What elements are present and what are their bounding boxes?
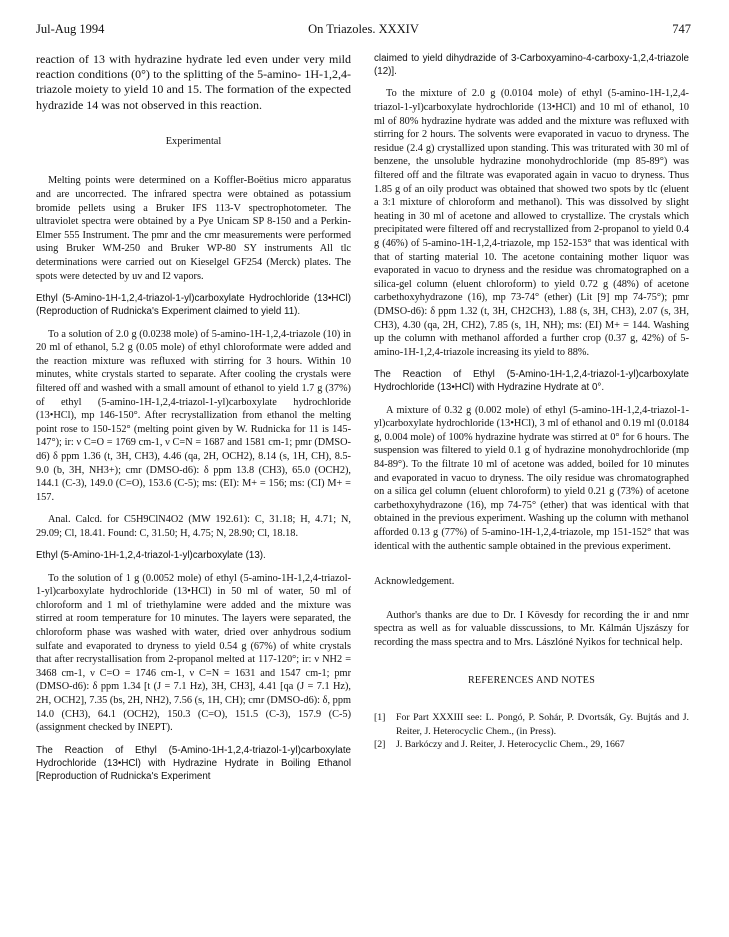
subheading-13-hcl: Ethyl (5-Amino-1H-1,2,4-triazol-1-yl)carboxylate Hydrochloride (13•HCl) (Reproduction of Rudnicka's Experiment claimed to yield 11). bbox=[36, 293, 351, 318]
intro-paragraph: reaction of 13 with hydrazine hydrate led even under very mild reaction conditions (0°) to the splitting of the 5-amino- 1H-1,2,4-triazole moiety to yield 10 and 15. The formation of the expected hydrazide 14 was not observed in this reaction. bbox=[36, 52, 351, 112]
procedure-13: To the solution of 1 g (0.0052 mole) of ethyl (5-amino-1H-1,2,4-triazol-1-yl)carboxylate hydrochloride (13•HCl) in 50 ml of water, 50 ml of chloroform and 1 ml of triethylamine were added and the mixture was stirred at room temperature for 10 minutes. The layers were separated, the chloroform phase was washed with water, dried over anhydrous sodium sulfate and evaporated to dryness to yield 0.54 g (67%) of white crystals that after recrystallisation from 2-propanol melted at 117-120°; ir: ν NH2 = 3468 cm-1, ν C=O = 1746 cm-1, ν C=N = 1631 and 1547 cm-1; pmr (DMSO-d6): δ ppm 1.34 [t (J = 7.1 Hz), 3H, CH3], 4.41 [qa (J = 7.1 Hz), 2H, OCH2], 7.35 (bs, 2H, NH2), 7.56 (s, 1H, CH); cmr (DMSO-d6): δ, ppm 14.0 (CH3), 64.1 (OCH2), 150.3 (C=O), 151.5 (C-3), 157.9 (C-5) (assignment checked by INEPT). bbox=[36, 572, 351, 734]
methods-paragraph: Melting points were determined on a Koffler-Boëtius micro apparatus and are uncorrected. The infrared spectra were obtained as potassium bromide pellets using a Bruker IFS 113-V spectrophotometer. The ultraviolet spectra were obtained by a Pye Unicam SP 8-150 and a Perkin-Elmer 555 Instrument. The pmr and the cmr measurements were performed using Bruker WM-250 and Bruker WP-80 SY instruments All tlc determinations were carried out on Kieselgel GF254 (Merck) plates. The spots were detected by uv and I2 vapors. bbox=[36, 175, 351, 282]
header-date: Jul-Aug 1994 bbox=[36, 22, 105, 36]
subheading-zero-degrees: The Reaction of Ethyl (5-Amino-1H-1,2,4-triazol-1-yl)carboxylate Hydrochloride (13•HCl) with Hydrazine Hydrate at 0°. bbox=[374, 369, 689, 394]
header-title: On Triazoles. XXXIV bbox=[308, 22, 419, 36]
subheading-13: Ethyl (5-Amino-1H-1,2,4-triazol-1-yl)carboxylate (13). bbox=[36, 550, 266, 562]
page-number: 747 bbox=[672, 22, 691, 36]
subheading-continued: claimed to yield dihydrazide of 3-Carboxyamino-4-carboxy-1,2,4-triazole (12)]. bbox=[374, 53, 689, 78]
reference-2-text: J. Barkóczy and J. Reiter, J. Heterocyclic Chem., 29, 1667 bbox=[396, 739, 625, 750]
experimental-heading: Experimental bbox=[165, 135, 222, 147]
subheading-boiling-ethanol: The Reaction of Ethyl (5-Amino-1H-1,2,4-triazol-1-yl)carboxylate Hydrochloride (13•HCl) with Hydrazine Hydrate in Boiling Ethanol [Reproduction of Rudnicka's Experiment bbox=[36, 744, 351, 783]
elemental-analysis: Anal. Calcd. for C5H9ClN4O2 (MW 192.61): C, 31.18; H, 4.71; N, 29.09; Cl, 18.41. Found: C, 31.50; H, 4.75; N, 28.90; Cl, 18.18. bbox=[36, 514, 351, 539]
left-column bbox=[36, 52, 351, 932]
acknowledgement-heading: Acknowledgement. bbox=[374, 576, 455, 588]
right-column bbox=[374, 52, 689, 932]
procedure-13-hcl: To a solution of 2.0 g (0.0238 mole) of 5-amino-1H-1,2,4-triazole (10) in 20 ml of ethanol, 5.2 g (0.05 mole) of ethyl chloroformate were added and the reaction mixture was refluxed with stirring for 3 hours. Within 10 minutes, white crystals started to separate. After cooling the crystals were filtered off and washed with a small amount of ethanol to yield 1.7 g (37%) of ethyl (5-amino-1H-1,2,4-triazol-1-yl)carboxylate hydrochloride (13•HCl), mp 146-150°. After recrystallization from ethanol the melting point rose to 150-152° (melting point given by W. Rudnicka for 11 is 145-147°); ir: ν C=O = 1769 cm-1, ν C=N = 1687 and 1581 cm-1; pmr (DMSO-d6) δ ppm 1.36 (t, 3H, CH3), 4.46 (qa, 2H, OCH2), 8.14 (s, 1H, CH), 8.5-9.0 (b, 3H, NH3+); cmr (DMSO-d6): δ ppm 13.8 (CH3), 65.0 (OCH2), 144.1 (C-3), 149.0 (C=O), 153.6 (C-5); ms: (EI): M+ = 156; ms: (CI) M+ = 157. bbox=[36, 328, 351, 503]
procedure-zero-degrees: A mixture of 0.32 g (0.002 mole) of ethyl (5-amino-1H-1,2,4-triazol-1-yl)carboxylate hydrochloride (13•HCl), 3 ml of ethanol and 0.19 ml (0.0184 g, 0.004 mole) of 100% hydrazine hydrate was stirred at 0° for 6 hours. The suspension was filtered to yield 0.1 g of hydrazine monohydrochloride (mp 84-89°). To the filtrate 10 ml of acetone was added, boiled for 10 minutes and evaporated in vacuo to dryness. The oily residue was chromatographed on a silica gel column (eluent chloroform) to yield 0.21 g (73%) of acetone carbethoxyhydrazone (16), mp 74-75° (ether) that was identical with that obtained in the previous experiment. Washing up the column with methanol afforded 0.13 g (77%) of 5-amino-1H-1,2,4-triazole, mp 151-152° that was identical with the authentic sample obtained in the previous experiment. bbox=[374, 404, 689, 552]
reference-1-text: For Part XXXIII see: L. Pongó, P. Sohár, P. Dvortsák, Gy. Bujtás and J. Reiter, J. Heterocyclic Chem., (in Press). bbox=[396, 712, 689, 737]
reference-2 bbox=[374, 738, 689, 751]
reference-1-number: [1] bbox=[374, 712, 386, 724]
acknowledgement-text: Author's thanks are due to Dr. I Kövesdy for recording the ir and nmr spectra as well as for valuable disscussions, to Mr. Kálmán Ujszászy for recording the mass spectra and to Mrs. Lászlóné Nyikos for technical help. bbox=[374, 609, 689, 648]
running-header bbox=[36, 22, 691, 38]
reference-1 bbox=[374, 711, 689, 738]
references-heading: REFERENCES AND NOTES bbox=[467, 674, 596, 686]
procedure-boiling-ethanol: To the mixture of 2.0 g (0.0104 mole) of ethyl (5-amino-1H-1,2,4-triazol-1-yl)carboxylate hydrochloride (13•HCl) and 10 ml of ethanol, 10 ml of 80% hydrazine hydrate was added and the mixture was refluxed with stirring for 2 hours. The solvents were evaporated in vacuo to dryness. The residue (2.4 g) crystallized upon standing. This was triturated with 30 ml of benzene, the unsoluble hydrazine monohydrochloride (mp 85-89°) was filtered off and the filtrate was evaporated again in vacuo to dryness. Thus 1.85 g of an oily product was obtained that showed two spots by tlc (eluent a 3:1 mixture of chloroform and methanol). This was dissolved by slight heating in 30 ml of acetone and allowed to crystallize. The crystals which precipitated were filtered off and recrystallized from 2-propanol to yield 0.4 g (46%) of 5-amino-1H-1,2,4-triazole, mp 152-153° that was identical with that of starting material 10. The acetone containing mother liquor was evaporated in vacuo to dryness and the residue was chromatographed on a silica-gel column (eluent chloroform) to yield 0.72 g (48%) of acetone carbethoxyhydrazone (16), mp 73-74° (ether) (Lit [9] mp 74-75°); pmr (DMSO-d6): δ ppm 1.32 (t, 3H, CH2CH3), 1.88 (s, 3H, CH3), 2.07 (s, 3H, CH3), 4.30 (qa, 2H, CH2), 7.85 (s, 1H, NH); ms: (EI) M+ = 144. Washing up the column with methanol afforded a further crop (0.37 g, 42%) of 5-amino-1H-1,2,4-triazole increasing its yield to 88%. bbox=[374, 88, 689, 358]
reference-2-number: [2] bbox=[374, 739, 386, 750]
